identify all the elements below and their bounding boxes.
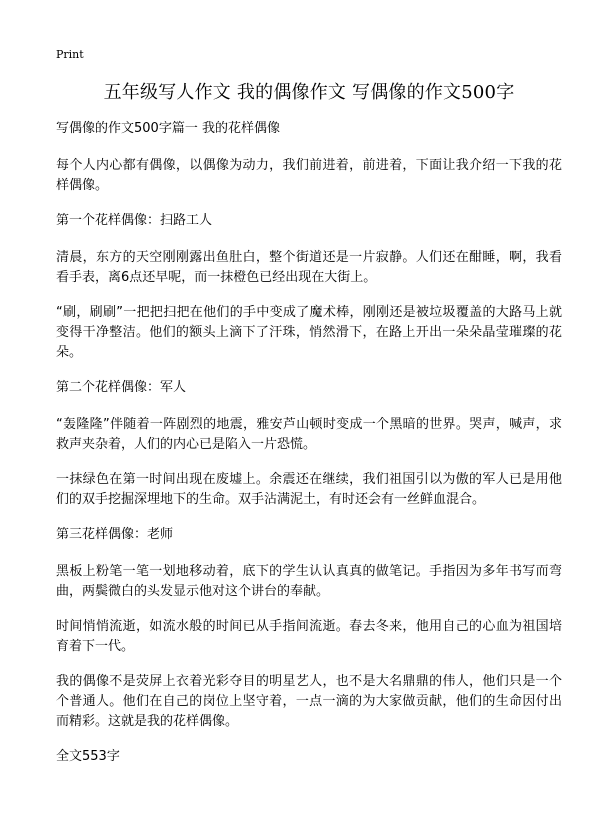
paragraph-sweeping: “刷，刷刷”一把把扫把在他们的手中变成了魔术棒，刚刚还是被垃圾覆盖的大路马上就变得干净整洁。他们的额头上滴下了汗珠，悄然滑下，在路上开出一朵朵晶莹璀璨的花朵。: [56, 305, 562, 360]
section-heading-teacher: 第三花样偶像：老师: [56, 527, 174, 542]
paragraph-earthquake: “轰隆隆”伴随着一阵剧烈的地震，雅安芦山顿时变成一个黑暗的世界。哭声，喊声，求救声夹杂着，人们的内心已是陷入一片恐慌。: [56, 417, 562, 452]
article-subtitle: 写偶像的作文500字篇一 我的花样偶像: [56, 121, 280, 136]
section-heading-soldier: 第二个花样偶像：军人: [56, 380, 187, 395]
word-count: 全文553字: [56, 749, 120, 764]
page-title: 五年级写人作文 我的偶像作文 写偶像的作文500字: [103, 82, 515, 103]
paragraph-blackboard: 黑板上粉笔一笔一划地移动着，底下的学生认认真真的做笔记。手指因为多年书写而弯曲，两鬓微白的头发显示他对这个讲台的奉献。: [56, 564, 562, 599]
paragraph-time: 时间悄悄流逝，如流水般的时间已从手指间流逝。春去冬来，他用自己的心血为祖国培育着下一代。: [56, 619, 562, 654]
paragraph-conclusion: 我的偶像不是荧屏上衣着光彩夺目的明星艺人，也不是大名鼎鼎的伟人，他们只是一个个普通人。他们在自己的岗位上坚守着，一点一滴的为大家做贡献，他们的生命因付出而精彩。这就是我的花样偶像。: [56, 674, 562, 729]
section-heading-street-sweeper: 第一个花样偶像：扫路工人: [56, 213, 213, 228]
paragraph-rescue: 一抹绿色在第一时间出现在废墟上。余震还在继续，我们祖国引以为傲的军人已是用他们的双手挖掘深埋地下的生命。双手沾满泥土，有时还会有一丝鲜血混合。: [56, 472, 562, 507]
paragraph-intro: 每个人内心都有偶像，以偶像为动力，我们前进着，前进着，下面让我介绍一下我的花样偶像。: [56, 158, 562, 193]
paragraph-morning: 清晨，东方的天空刚刚露出鱼肚白，整个街道还是一片寂静。人们还在酣睡，啊，我看看手表，离6点还早呢，而一抹橙色已经出现在大街上。: [56, 250, 562, 285]
print-link[interactable]: Print: [56, 48, 84, 61]
